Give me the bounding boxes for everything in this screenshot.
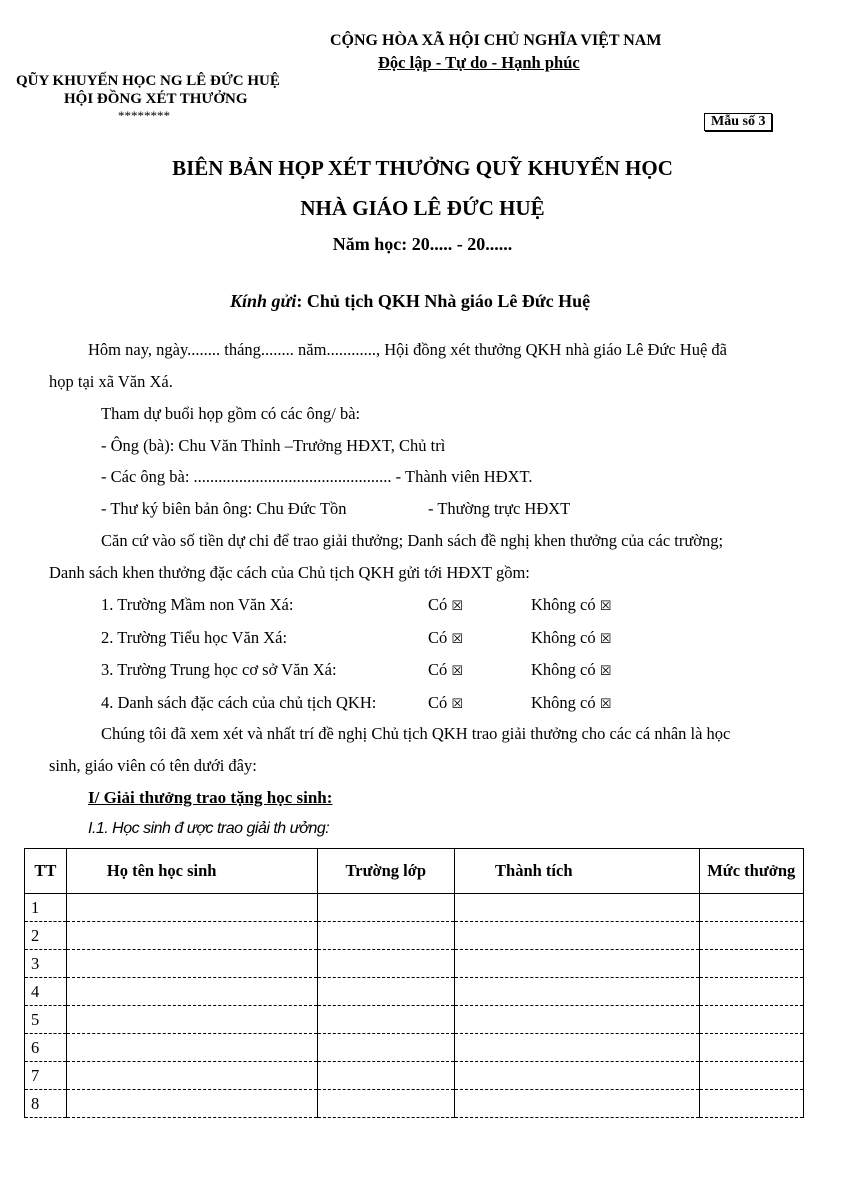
- option-no[interactable]: Không có ☒: [531, 660, 612, 679]
- org-name: QŨY KHUYẾN HỌC NG LÊ ĐỨC HUỆ: [16, 73, 280, 89]
- row-index: 2: [25, 922, 67, 950]
- table-row: [25, 1090, 804, 1118]
- basis-paragraph: Căn cứ vào số tiền dự chi để trao giải thưởng; Danh sách đề nghị khen thưởng của các trường;: [101, 531, 724, 550]
- cell-achievement[interactable]: [455, 922, 700, 950]
- council-name: HỘI ĐỒNG XÉT THƯỞNG: [64, 91, 248, 107]
- school-list-option: 4. Danh sách đặc cách của chủ tịch QKH:: [101, 692, 377, 712]
- subsection-heading: I.1. Học sinh đ ược trao giải th ưởng:: [88, 820, 330, 837]
- decision-paragraph: Chúng tôi đã xem xét và nhất trí đề nghị Chủ tịch QKH trao giải thưởng cho các cá nhân là học: [101, 724, 731, 743]
- row-index: 1: [25, 894, 67, 922]
- attendee-secretary: - Thư ký biên bản ông: Chu Đức Tồn: [101, 499, 347, 518]
- option-yes[interactable]: Có ☒: [428, 660, 464, 679]
- col-header-index: TT: [25, 849, 67, 894]
- attendee-secretary-role: - Thường trực HĐXT: [428, 499, 571, 518]
- cell-achievement[interactable]: [455, 950, 700, 978]
- col-header-achievement: Thành tích: [455, 849, 700, 894]
- option-yes[interactable]: Có ☒: [428, 595, 464, 614]
- cell-award[interactable]: [699, 978, 803, 1006]
- option-yes[interactable]: Có ☒: [428, 692, 464, 712]
- checkbox-icon[interactable]: ☒: [451, 631, 464, 647]
- checkbox-icon[interactable]: ☒: [599, 664, 612, 679]
- table-row: [25, 1034, 804, 1062]
- cell-school-class[interactable]: [317, 1062, 454, 1090]
- cell-achievement[interactable]: [455, 894, 700, 922]
- cell-award[interactable]: [699, 950, 803, 978]
- col-header-school-class: Trường lớp: [317, 849, 454, 894]
- cell-school-class[interactable]: [317, 978, 454, 1006]
- cell-name[interactable]: [66, 922, 317, 950]
- cell-school-class[interactable]: [317, 1006, 454, 1034]
- cell-award[interactable]: [699, 922, 803, 950]
- cell-award[interactable]: [699, 1034, 803, 1062]
- table-row: [25, 1062, 804, 1090]
- cell-school-class[interactable]: [317, 1034, 454, 1062]
- cell-award[interactable]: [699, 1090, 803, 1118]
- student-award-table: [24, 848, 804, 1118]
- checkbox-icon[interactable]: ☒: [599, 631, 612, 647]
- title-line2: NHÀ GIÁO LÊ ĐỨC HUỆ: [300, 196, 545, 220]
- school-list-option: 2. Trường Tiểu học Văn Xá:: [101, 627, 288, 647]
- table-row: [25, 894, 804, 922]
- cell-award[interactable]: [699, 1062, 803, 1090]
- addressee-text: : Chủ tịch QKH Nhà giáo Lê Đức Huệ: [296, 291, 591, 311]
- col-header-award: Mức thưởng: [699, 849, 803, 894]
- school-year: Năm học: 20..... - 20......: [332, 234, 513, 254]
- motto: Độc lập - Tự do - Hạnh phúc: [378, 53, 580, 72]
- checkbox-icon[interactable]: ☒: [599, 599, 612, 614]
- table-row: [25, 950, 804, 978]
- cell-name[interactable]: [66, 1034, 317, 1062]
- stars-divider: ********: [118, 108, 170, 123]
- cell-award[interactable]: [699, 894, 803, 922]
- table-row: [25, 922, 804, 950]
- cell-achievement[interactable]: [455, 1090, 700, 1118]
- attendees-intro: Tham dự buổi họp gồm có các ông/ bà:: [101, 404, 361, 423]
- option-yes[interactable]: Có ☒: [428, 627, 464, 647]
- basis-paragraph-cont: Danh sách khen thưởng đặc cách của Chủ tịch QKH gửi tới HĐXT gồm:: [49, 563, 530, 582]
- cell-award[interactable]: [699, 1006, 803, 1034]
- row-index: 4: [25, 978, 67, 1006]
- option-no[interactable]: Không có ☒: [531, 627, 612, 647]
- cell-school-class[interactable]: [317, 894, 454, 922]
- row-index: 6: [25, 1034, 67, 1062]
- table-row: [25, 978, 804, 1006]
- cell-achievement[interactable]: [455, 1034, 700, 1062]
- form-number-badge: Mẫu số 3: [704, 113, 772, 131]
- decision-paragraph-cont: sinh, giáo viên có tên dưới đây:: [49, 756, 257, 775]
- attendee-chair: - Ông (bà): Chu Văn Thỉnh –Trưởng HĐXT, Chủ trì: [101, 436, 446, 455]
- addressee-label: Kính gửi: [230, 291, 297, 311]
- title-line1: BIÊN BẢN HỌP XÉT THƯỞNG QUỸ KHUYẾN HỌC: [172, 156, 673, 180]
- row-index: 5: [25, 1006, 67, 1034]
- row-index: 7: [25, 1062, 67, 1090]
- col-header-name: Họ tên học sinh: [66, 849, 317, 894]
- school-list-option: 1. Trường Mầm non Văn Xá:: [101, 595, 294, 614]
- paragraph-intro: Hôm nay, ngày........ tháng........ năm............, Hội đồng xét thưởng QKH nhà giáo Lê Đức Huệ đã: [88, 340, 727, 359]
- cell-achievement[interactable]: [455, 1006, 700, 1034]
- country-name: CỘNG HÒA XÃ HỘI CHỦ NGHĨA VIỆT NAM: [330, 32, 662, 49]
- section-heading-students: I/ Giải thưởng trao tặng học sinh:: [88, 788, 333, 807]
- checkbox-icon[interactable]: ☒: [451, 599, 464, 614]
- cell-name[interactable]: [66, 1006, 317, 1034]
- row-index: 3: [25, 950, 67, 978]
- school-list-option: 3. Trường Trung học cơ sở Văn Xá:: [101, 660, 337, 679]
- cell-school-class[interactable]: [317, 922, 454, 950]
- attendee-members: - Các ông bà: ................................................ - Thành viên HĐXT.: [101, 467, 533, 486]
- cell-name[interactable]: [66, 894, 317, 922]
- checkbox-icon[interactable]: ☒: [451, 696, 464, 712]
- row-index: 8: [25, 1090, 67, 1118]
- cell-achievement[interactable]: [455, 978, 700, 1006]
- paragraph-intro-cont: họp tại xã Văn Xá.: [49, 372, 173, 391]
- cell-name[interactable]: [66, 950, 317, 978]
- addressee: [230, 291, 590, 312]
- cell-school-class[interactable]: [317, 1090, 454, 1118]
- option-no[interactable]: Không có ☒: [531, 595, 612, 614]
- option-no[interactable]: Không có ☒: [531, 692, 612, 712]
- checkbox-icon[interactable]: ☒: [599, 696, 612, 712]
- table-row: [25, 1006, 804, 1034]
- cell-name[interactable]: [66, 1090, 317, 1118]
- cell-name[interactable]: [66, 1062, 317, 1090]
- cell-name[interactable]: [66, 978, 317, 1006]
- cell-school-class[interactable]: [317, 950, 454, 978]
- checkbox-icon[interactable]: ☒: [451, 664, 464, 679]
- cell-achievement[interactable]: [455, 1062, 700, 1090]
